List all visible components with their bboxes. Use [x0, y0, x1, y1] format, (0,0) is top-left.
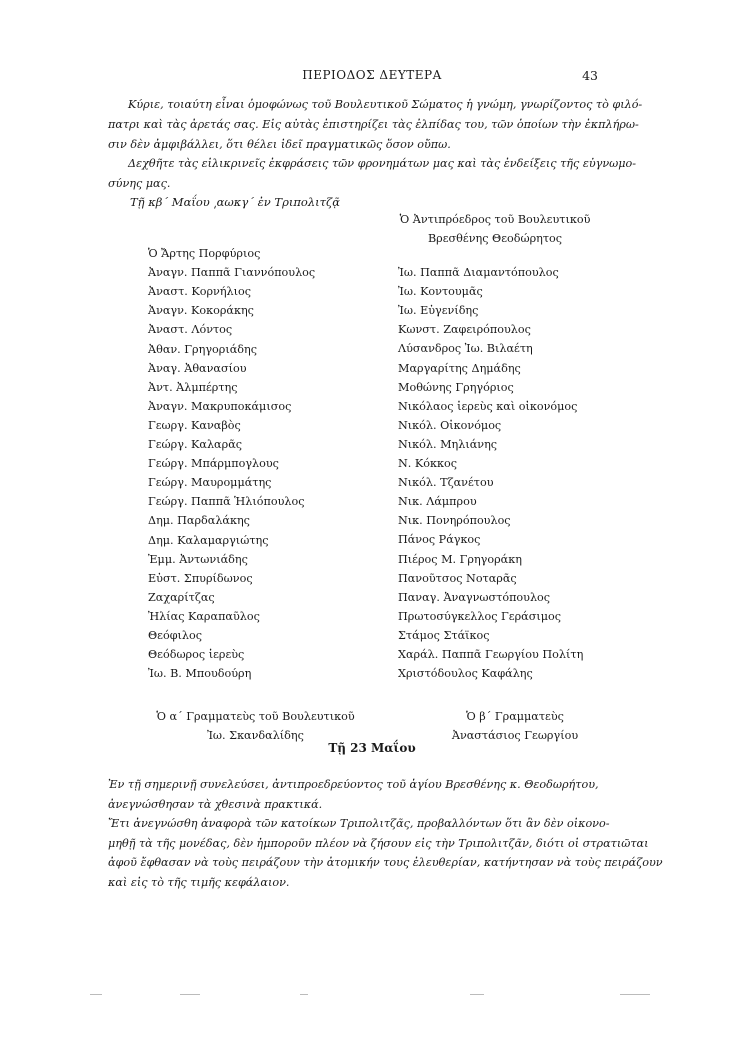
intro-paragraph-1 [108, 95, 643, 155]
first-secretary-signature [148, 708, 363, 745]
signatory-name: Ἰω. Β. Μπουδούρη [148, 667, 252, 681]
signatory-name: Ἀναγν. Κοκοράκης [148, 304, 254, 318]
second-secretary-title: Ὁ β΄ Γραμματεὺς [466, 710, 564, 723]
date-line: Τῇ κβ΄ Μαΐου ͵αωκγ΄ ἐν Τριπολιτζᾷ [130, 195, 340, 209]
signatory-name: Πρωτοσύγκελλος Γεράσιμος [398, 609, 562, 623]
intro-paragraph-2 [108, 154, 637, 194]
signatory-name: Θεόφιλος [148, 629, 203, 642]
text-line: σιν δὲν ἀμφιβάλλει, ὅτι θέλει ἰδεῖ πραγματικῶς ὅσον οὔπω. [108, 138, 451, 151]
vice-president-name: Βρεσθένης Θεοδώρητος [427, 231, 563, 245]
signatory-name: Πιέρος Μ. Γρηγοράκη [398, 552, 522, 566]
signatory-name: Γεώργ. Παππᾶ Ἡλιόπουλος [148, 495, 305, 509]
signatory-name: Ἀντ. Ἀλμπέρτης [148, 380, 238, 394]
signatory-name: Ἀναστ. Κορνήλιος [148, 285, 252, 299]
session-heading: Τῇ 23 Μαΐου [328, 741, 416, 755]
text-line: Κύριε, τοιαύτη εἶναι ὁμοφώνως τοῦ Βουλευτικοῦ Σώματος ἡ γνώμη, γνωρίζοντος τὸ φιλό- [128, 98, 643, 111]
signatory-name: Ἰω. Εὐγενίδης [398, 304, 479, 318]
signatory-name: Στάμος Στάϊκος [398, 628, 490, 642]
signatory-name: Ἀναστ. Λόντος [148, 323, 233, 337]
signatory-name: Ἀθαν. Γρηγοριάδης [148, 342, 257, 356]
text-line: ἀφοῦ ἔφθασαν νὰ τοὺς πειράζουν τὴν ἀτομικήν τους ἐλευθερίαν, κατήντησαν νὰ τοὺς πειράζουν [108, 856, 663, 869]
signatory-name: Παναγ. Ἀναγνωστόπουλος [398, 590, 551, 604]
session-paragraph-2 [108, 814, 663, 892]
signatory-name: Δημ. Καλαμαργιώτης [148, 533, 269, 547]
vice-president-signature [380, 211, 610, 248]
second-secretary-name: Ἀναστάσιος Γεωργίου [451, 728, 579, 742]
signatory-name: Ἠλίας Καραπαῦλος [148, 609, 260, 623]
first-secretary-title: Ὁ α΄ Γραμματεὺς τοῦ Βουλευτικοῦ [156, 710, 355, 723]
signatory-name: Γεώργ. Μπάρμπογλους [148, 457, 279, 471]
signatory-name: Νικ. Λάμπρου [398, 495, 477, 509]
signatory-name: Ἀναγν. Μακρυποκάμισος [148, 399, 292, 413]
signatory-name: Ν. Κόκκος [398, 457, 457, 470]
text-line: Δεχθῆτε τὰς εἰλικρινεῖς ἐκφράσεις τῶν φρονημάτων μας καὶ τὰς ἐνδείξεις τῆς εὐγνωμο- [128, 157, 637, 170]
signatory-name: Ζαχαρίτζας [148, 590, 215, 604]
scan-artifact [0, 994, 744, 998]
signatory-name: Ἰω. Παππᾶ Διαμαντόπουλος [398, 266, 559, 279]
signatory-name: Πάνος Ράγκος [398, 533, 481, 547]
signatory-name: Ἀναγ. Ἀθανασίου [148, 361, 247, 375]
session-paragraph-1 [108, 775, 608, 814]
signatory-name: Νικόλ. Τζανέτου [398, 476, 494, 490]
text-line: πατρι καὶ τὰς ἀρετάς σας. Εἰς αὐτὰς ἐπιστηρίζει τὰς ἐλπίδας του, τῶν ὁποίων τὴν ἐκπλήρω- [108, 118, 639, 131]
signatory-name: Δημ. Παρδαλάκης [148, 514, 250, 528]
signatory-name: Νικόλαος ἱερεὺς καὶ οἰκονόμος [398, 399, 578, 413]
signatory-name: Νικόλ. Οἰκονόμος [398, 418, 502, 432]
signatory-name: Μοθώνης Γρηγόριος [398, 380, 514, 394]
signatory-name: Νικ. Πονηρόπουλος [398, 514, 511, 528]
text-line: μηθῇ τὰ τῆς μονέδας, δὲν ἠμποροῦν πλέον νὰ ζήσουν εἰς τὴν Τριπολιτζᾶν, διότι οἱ στρατιῶται [108, 836, 649, 850]
signatory-name: Μαργαρίτης Δημάδης [398, 361, 521, 375]
signatory-name: Ἐμμ. Ἀντωνιάδης [148, 552, 248, 566]
signatory-name: Ἰω. Κοντουμᾶς [398, 285, 483, 299]
signatory-name: Γεώργ. Μαυρομμάτης [148, 476, 272, 490]
second-secretary-signature [420, 708, 610, 745]
signatory-name: Πανοῦτσος Νοταρᾶς [398, 571, 517, 585]
signatory-name: Χαράλ. Παππᾶ Γεωργίου Πολίτη [398, 648, 584, 661]
signatory-name: Λύσανδρος Ἰω. Βιλαέτη [398, 342, 533, 356]
vice-president-title: Ὁ Ἀντιπρόεδρος τοῦ Βουλευτικοῦ [399, 213, 591, 226]
signatory-name: Χριστόδουλος Καφάλης [398, 667, 533, 681]
signatory-name: Ἀναγν. Παππᾶ Γιαννόπουλος [148, 266, 316, 280]
signatory-name: Εὐστ. Σπυρίδωνος [148, 571, 253, 585]
page-number: 43 [582, 68, 598, 83]
running-header: ΠΕΡΙΟΔΟΣ ΔΕΥΤΕΡΑ [302, 68, 442, 82]
signatory-name: Θεόδωρος ἱερεὺς [148, 648, 245, 662]
first-secretary-name: Ἰω. Σκανδαλίδης [207, 728, 304, 742]
text-line: Ἐν τῇ σημερινῇ συνελεύσει, ἀντιπροεδρεύοντος τοῦ ἁγίου Βρεσθένης κ. Θεοδωρήτου, [108, 778, 599, 791]
signatory-name: Γεωργ. Καναβὸς [148, 418, 241, 432]
text-line: ἀνεγνώσθησαν τὰ χθεσινὰ πρακτικά. [108, 797, 323, 811]
signatory-name: Κωνστ. Ζαφειρόπουλος [398, 323, 531, 337]
signatory-name: Ὁ Ἄρτης Πορφύριος [148, 247, 261, 260]
text-line: Ἔτι ἀνεγνώσθη ἀναφορὰ τῶν κατοίκων Τριπολιτζᾶς, προβαλλόντων ὅτι ἂν δὲν οἰκονο- [108, 817, 610, 830]
signatory-name: Γεώργ. Καλαρᾶς [148, 438, 243, 451]
text-line: σύνης μας. [108, 177, 171, 190]
signatory-name: Νικόλ. Μηλιάνης [398, 437, 498, 451]
text-line: καὶ εἰς τὸ τῆς τιμῆς κεφάλαιον. [108, 875, 290, 889]
